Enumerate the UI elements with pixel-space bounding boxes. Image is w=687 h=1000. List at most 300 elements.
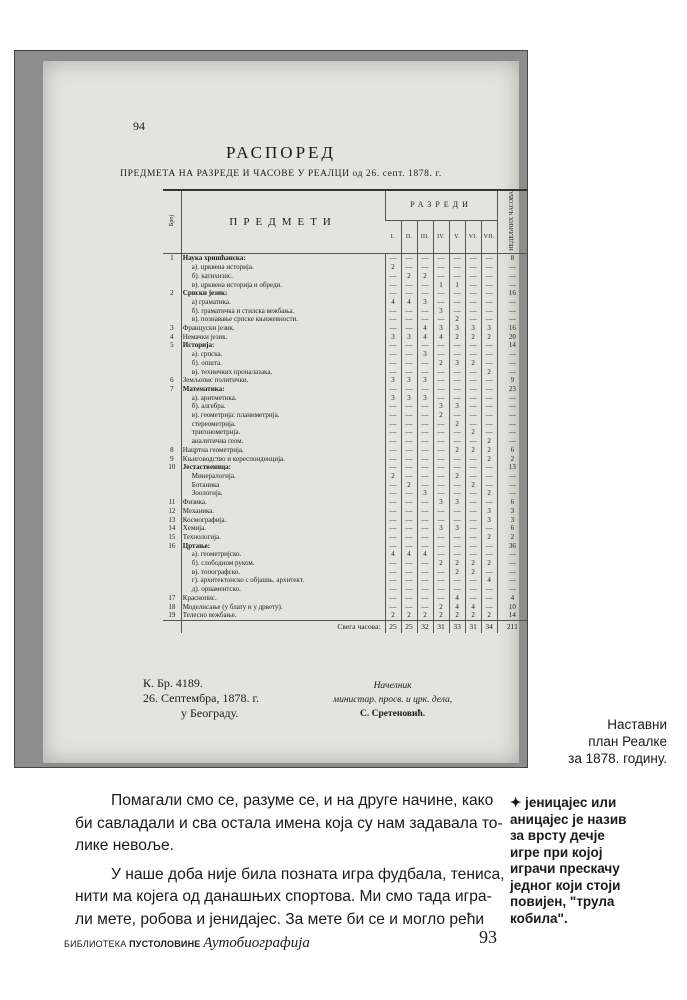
table-row (163, 542, 527, 551)
weekly-total-cell: — (497, 263, 527, 272)
hours-cell: 3 (449, 359, 465, 368)
hours-cell: 3 (433, 402, 449, 411)
hours-cell: — (449, 394, 465, 403)
hours-cell: — (417, 437, 433, 446)
hours-cell: — (401, 463, 417, 472)
body-line: нити ма којега од данашњих спортова. Ми смо тада игра- (75, 888, 492, 905)
hours-cell: 1 (433, 281, 449, 290)
hours-cell: — (481, 594, 497, 603)
hours-cell: — (449, 307, 465, 316)
hours-cell: 4 (401, 298, 417, 307)
hours-cell: — (433, 341, 449, 350)
hours-cell: — (417, 402, 433, 411)
hours-cell: — (481, 420, 497, 429)
table-row (163, 489, 527, 498)
hours-cell: — (433, 585, 449, 594)
weekly-total-cell: — (497, 281, 527, 290)
hours-cell: — (401, 524, 417, 533)
hours-cell: — (465, 533, 481, 542)
row-number (163, 402, 181, 411)
subject-cell: в). геометрија: планиметрија. (181, 411, 385, 420)
header-grade: I. (385, 221, 401, 254)
hours-cell: — (385, 420, 401, 429)
hours-cell: — (417, 263, 433, 272)
hours-cell: — (401, 359, 417, 368)
hours-cell: — (385, 533, 401, 542)
side-note (510, 795, 670, 927)
hours-cell: 3 (465, 324, 481, 333)
side-note-line: играчи прескачу (510, 861, 620, 876)
hours-cell: 3 (417, 489, 433, 498)
hours-cell: 2 (449, 472, 465, 481)
table-row (163, 446, 527, 455)
hours-cell: 4 (449, 603, 465, 612)
hours-cell: — (449, 516, 465, 525)
row-number: 5 (170, 341, 174, 350)
hours-cell: — (417, 559, 433, 568)
hours-cell: — (433, 594, 449, 603)
hours-cell: — (465, 298, 481, 307)
hours-cell: 3 (385, 394, 401, 403)
weekly-total-cell: 16 (497, 289, 527, 298)
hours-cell: — (385, 272, 401, 281)
hours-cell: — (449, 272, 465, 281)
subject-cell: а). геометријско. (181, 550, 385, 559)
subject-cell: тригонометрија. (181, 428, 385, 437)
weekly-total-cell: — (497, 472, 527, 481)
weekly-total-cell: 2 (497, 533, 527, 542)
hours-cell: — (465, 507, 481, 516)
row-number: 16 (168, 541, 176, 550)
hours-cell: — (401, 402, 417, 411)
subject-cell: Моделисање (у блату и у дрвету). (181, 603, 385, 612)
hours-cell: — (481, 289, 497, 298)
table-row (163, 533, 527, 542)
hours-cell: 3 (385, 333, 401, 342)
hours-cell: — (481, 498, 497, 507)
hours-cell: — (433, 516, 449, 525)
hours-cell: — (417, 576, 433, 585)
hours-cell: — (465, 263, 481, 272)
total-hours-cell: 31 (433, 620, 449, 633)
hours-cell: — (385, 594, 401, 603)
hours-cell: — (449, 585, 465, 594)
hours-cell: — (449, 350, 465, 359)
hours-cell: 2 (481, 559, 497, 568)
footer-right-line: министар. просв. и црк. дела, (333, 695, 453, 705)
table-row (163, 315, 527, 324)
hours-cell: 2 (449, 611, 465, 620)
row-number (163, 489, 181, 498)
subject-cell: Земљопис политички. (181, 376, 385, 385)
side-note-line: једног који стоји (510, 877, 621, 893)
weekly-total-cell: 2 (497, 455, 527, 464)
subject-cell: Јестаственица: (181, 463, 385, 472)
weekly-total-cell: — (497, 489, 527, 498)
hours-cell: 3 (401, 394, 417, 403)
hours-cell: — (449, 428, 465, 437)
page-number: 93 (479, 927, 497, 947)
series-title: Аутобиографија (203, 935, 310, 951)
hours-cell: — (433, 489, 449, 498)
table-row (163, 455, 527, 464)
hours-cell: — (449, 289, 465, 298)
hours-cell: — (401, 585, 417, 594)
subject-cell: Нацртна геометрија. (181, 446, 385, 455)
total-hours-cell: 25 (385, 620, 401, 633)
total-hours-cell: 31 (465, 620, 481, 633)
hours-cell: — (449, 489, 465, 498)
hours-cell: — (417, 533, 433, 542)
subject-cell: аналитична геом. (181, 437, 385, 446)
hours-cell: — (481, 411, 497, 420)
row-number: 8 (170, 445, 174, 454)
hours-cell: — (433, 315, 449, 324)
weekly-total-cell: 20 (497, 333, 527, 342)
hours-cell: — (385, 498, 401, 507)
hours-cell: — (385, 281, 401, 290)
hours-cell: — (417, 289, 433, 298)
subject-cell: Телесно вежбање. (181, 611, 385, 620)
row-number: 4 (170, 332, 174, 341)
hours-cell: — (401, 542, 417, 551)
subject-cell: в). црквена историја и обреди. (181, 281, 385, 290)
subject-cell: Хемија. (181, 524, 385, 533)
hours-cell: — (449, 385, 465, 394)
hours-cell: — (417, 603, 433, 612)
row-number: 9 (170, 454, 174, 463)
hours-cell: 3 (449, 524, 465, 533)
hours-cell: — (433, 428, 449, 437)
hours-cell: 4 (417, 324, 433, 333)
hours-cell: — (401, 507, 417, 516)
footer-left-line: 26. Септембра, 1878. г. (143, 691, 260, 705)
weekly-total-cell: 6 (497, 498, 527, 507)
hours-cell: — (385, 437, 401, 446)
hours-cell: — (481, 385, 497, 394)
hours-cell: 2 (433, 359, 449, 368)
row-number: 18 (168, 602, 176, 611)
book-photo (14, 50, 528, 768)
subject-cell: Немачки језик. (181, 333, 385, 342)
hours-cell: — (433, 463, 449, 472)
weekly-total-cell: — (497, 298, 527, 307)
table-row (163, 263, 527, 272)
hours-cell: — (433, 263, 449, 272)
table-row (163, 550, 527, 559)
hours-cell: — (433, 542, 449, 551)
hours-cell: — (401, 533, 417, 542)
hours-cell: — (465, 437, 481, 446)
weekly-total-cell: 16 (497, 324, 527, 333)
weekly-total-cell: — (497, 272, 527, 281)
body-text (75, 790, 505, 931)
hours-cell: 2 (401, 611, 417, 620)
subject-cell: Француски језик. (181, 324, 385, 333)
subject-cell: Технологија. (181, 533, 385, 542)
hours-cell: — (401, 281, 417, 290)
hours-cell: 2 (481, 437, 497, 446)
subject-cell: Математика: (181, 385, 385, 394)
hours-cell: — (433, 385, 449, 394)
hours-cell: 2 (417, 272, 433, 281)
row-number (163, 298, 181, 307)
book-footer-right (333, 679, 452, 721)
hours-cell: — (401, 420, 417, 429)
row-number (163, 307, 181, 316)
hours-cell: — (385, 411, 401, 420)
hours-cell: 2 (449, 568, 465, 577)
book-page-number: 94 (133, 119, 145, 133)
hours-cell: 3 (481, 507, 497, 516)
row-number: 12 (168, 506, 176, 515)
weekly-total-cell: 13 (497, 463, 527, 472)
hours-cell: — (433, 446, 449, 455)
hours-cell: — (417, 472, 433, 481)
weekly-total-cell: — (497, 350, 527, 359)
row-number (163, 576, 181, 585)
weekly-total-cell: — (497, 315, 527, 324)
total-hours-cell: 32 (417, 620, 433, 633)
hours-cell: — (401, 498, 417, 507)
weekly-total-cell: — (497, 585, 527, 594)
caption-line: план Реалке (588, 734, 667, 749)
subject-cell: Физика. (181, 498, 385, 507)
table-row (163, 324, 527, 333)
row-number (163, 281, 181, 290)
hours-cell: — (449, 411, 465, 420)
hours-cell: — (465, 385, 481, 394)
row-number (163, 263, 181, 272)
hours-cell: — (385, 455, 401, 464)
hours-cell: — (449, 507, 465, 516)
hours-cell: — (465, 254, 481, 263)
hours-cell: — (417, 542, 433, 551)
hours-cell: 2 (433, 559, 449, 568)
subject-cell: Наука хришћанска: (181, 254, 385, 263)
table-row (163, 524, 527, 533)
hours-cell: — (481, 394, 497, 403)
hours-cell: — (433, 272, 449, 281)
hours-cell: — (417, 315, 433, 324)
hours-cell: — (385, 324, 401, 333)
body-line: У наше доба није била позната игра фудбала, тениса, (111, 865, 505, 883)
hours-cell: — (417, 568, 433, 577)
table-row (163, 585, 527, 594)
hours-cell: — (417, 524, 433, 533)
row-number: 1 (170, 254, 174, 263)
header-grade: III. (417, 221, 433, 254)
hours-cell: — (401, 516, 417, 525)
header-grade: VII. (481, 221, 497, 254)
hours-cell: — (481, 463, 497, 472)
hours-cell: — (385, 315, 401, 324)
hours-cell: — (449, 437, 465, 446)
row-number: 6 (170, 376, 174, 385)
hours-cell: 2 (385, 611, 401, 620)
hours-cell: — (465, 455, 481, 464)
weekly-total-cell: 3 (497, 516, 527, 525)
subject-cell: Краснопис. (181, 594, 385, 603)
hours-cell: — (433, 254, 449, 263)
table-row (163, 420, 527, 429)
hours-cell: — (433, 394, 449, 403)
hours-cell: — (481, 402, 497, 411)
hours-cell: — (417, 368, 433, 377)
hours-cell: — (449, 376, 465, 385)
hours-cell: — (417, 385, 433, 394)
hours-cell: — (465, 472, 481, 481)
hours-cell: — (433, 481, 449, 490)
hours-cell: — (385, 307, 401, 316)
row-number (163, 315, 181, 324)
subject-cell: а). аритметика. (181, 394, 385, 403)
weekly-total-cell: — (497, 411, 527, 420)
hours-cell: — (465, 341, 481, 350)
table-row (163, 350, 527, 359)
hours-cell: — (417, 420, 433, 429)
hours-cell: 3 (433, 307, 449, 316)
hours-cell: — (385, 524, 401, 533)
caption-line: Наставни (607, 717, 667, 732)
hours-cell: 2 (481, 446, 497, 455)
series-name: ПУСТОЛОВИНЕ (129, 939, 201, 949)
row-number (163, 272, 181, 281)
weekly-total-cell: 14 (497, 611, 527, 620)
row-number: 10 (168, 463, 176, 472)
table-row (163, 559, 527, 568)
schedule-subtitle: ПРЕДМЕТА НА РАЗРЕДЕ И ЧАСОВЕ У РЕАЛЦИ од 26. септ. 1878. г. (120, 169, 442, 179)
weekly-total-cell: 36 (497, 542, 527, 551)
table-row (163, 289, 527, 298)
table-row (163, 402, 527, 411)
side-note-line: повијен, "трула (510, 894, 615, 909)
hours-cell: — (401, 350, 417, 359)
hours-cell: — (385, 516, 401, 525)
hours-cell: — (449, 341, 465, 350)
hours-cell: — (401, 594, 417, 603)
hours-cell: — (433, 455, 449, 464)
header-weekly: НЕДЕЉНИХ ЧАСОВА (497, 190, 527, 254)
header-grade: VI. (465, 221, 481, 254)
total-hours-cell: 25 (401, 620, 417, 633)
hours-cell: — (449, 298, 465, 307)
hours-cell: 3 (401, 333, 417, 342)
hours-cell: — (465, 524, 481, 533)
hours-cell: — (449, 533, 465, 542)
hours-cell: — (385, 402, 401, 411)
hours-cell: — (417, 498, 433, 507)
row-number: 17 (168, 593, 176, 602)
table-row (163, 498, 527, 507)
hours-cell: 2 (481, 333, 497, 342)
subject-cell: Ботаника (181, 481, 385, 490)
hours-cell: — (417, 585, 433, 594)
table-row (163, 472, 527, 481)
grand-total-cell: 211 (497, 620, 527, 633)
hours-cell: — (481, 254, 497, 263)
hours-cell: — (385, 350, 401, 359)
weekly-total-cell: — (497, 359, 527, 368)
hours-cell: — (385, 559, 401, 568)
row-number: 19 (168, 611, 176, 620)
body-line: ли мете, робова и јенидајес. За мете би се и могло рећи (75, 910, 485, 928)
row-number (163, 368, 181, 377)
hours-cell: 2 (465, 359, 481, 368)
figure-caption (537, 716, 667, 767)
hours-cell: — (465, 576, 481, 585)
hours-cell: — (433, 298, 449, 307)
row-number: 7 (170, 384, 174, 393)
subject-cell: стереометрија. (181, 420, 385, 429)
hours-cell: — (385, 603, 401, 612)
hours-cell: 3 (417, 350, 433, 359)
row-number (163, 420, 181, 429)
table-row (163, 463, 527, 472)
weekly-total-cell: — (497, 437, 527, 446)
hours-cell: 2 (449, 333, 465, 342)
hours-cell: — (385, 385, 401, 394)
hours-cell: 2 (417, 611, 433, 620)
hours-cell: 2 (465, 428, 481, 437)
hours-cell: 3 (433, 498, 449, 507)
hours-cell: — (449, 368, 465, 377)
hours-cell: 2 (465, 446, 481, 455)
hours-cell: — (401, 428, 417, 437)
weekly-total-cell: 23 (497, 385, 527, 394)
row-number (163, 394, 181, 403)
subject-cell: в). топографско. (181, 568, 385, 577)
weekly-total-cell: — (497, 428, 527, 437)
hours-cell: — (465, 376, 481, 385)
hours-cell: — (401, 341, 417, 350)
subject-cell: б). општа. (181, 359, 385, 368)
hours-cell: 3 (481, 324, 497, 333)
hours-cell: — (481, 603, 497, 612)
hours-cell: — (465, 498, 481, 507)
row-number (163, 437, 181, 446)
hours-cell: — (481, 341, 497, 350)
hours-cell: 4 (417, 550, 433, 559)
table-row (163, 298, 527, 307)
hours-cell: — (401, 324, 417, 333)
hours-cell: — (481, 550, 497, 559)
side-note-line: игре при којој (510, 844, 603, 860)
hours-cell: — (433, 368, 449, 377)
hours-cell: — (417, 411, 433, 420)
hours-cell: 3 (481, 516, 497, 525)
hours-cell: 2 (449, 559, 465, 568)
hours-cell: — (401, 489, 417, 498)
hours-cell: — (481, 307, 497, 316)
hours-cell: 4 (481, 576, 497, 585)
hours-cell: — (465, 307, 481, 316)
table-row (163, 576, 527, 585)
subject-cell: в). познавање српске књижевности. (181, 315, 385, 324)
hours-cell: — (433, 350, 449, 359)
hours-cell: 4 (385, 550, 401, 559)
row-number (163, 411, 181, 420)
hours-cell: — (433, 472, 449, 481)
hours-cell: — (465, 542, 481, 551)
hours-cell: — (449, 254, 465, 263)
hours-cell: 3 (417, 394, 433, 403)
weekly-total-cell: — (497, 550, 527, 559)
hours-cell: 2 (481, 611, 497, 620)
hours-cell: 2 (385, 472, 401, 481)
footer-right-line: Начелник (373, 681, 412, 691)
hours-cell: 2 (433, 603, 449, 612)
